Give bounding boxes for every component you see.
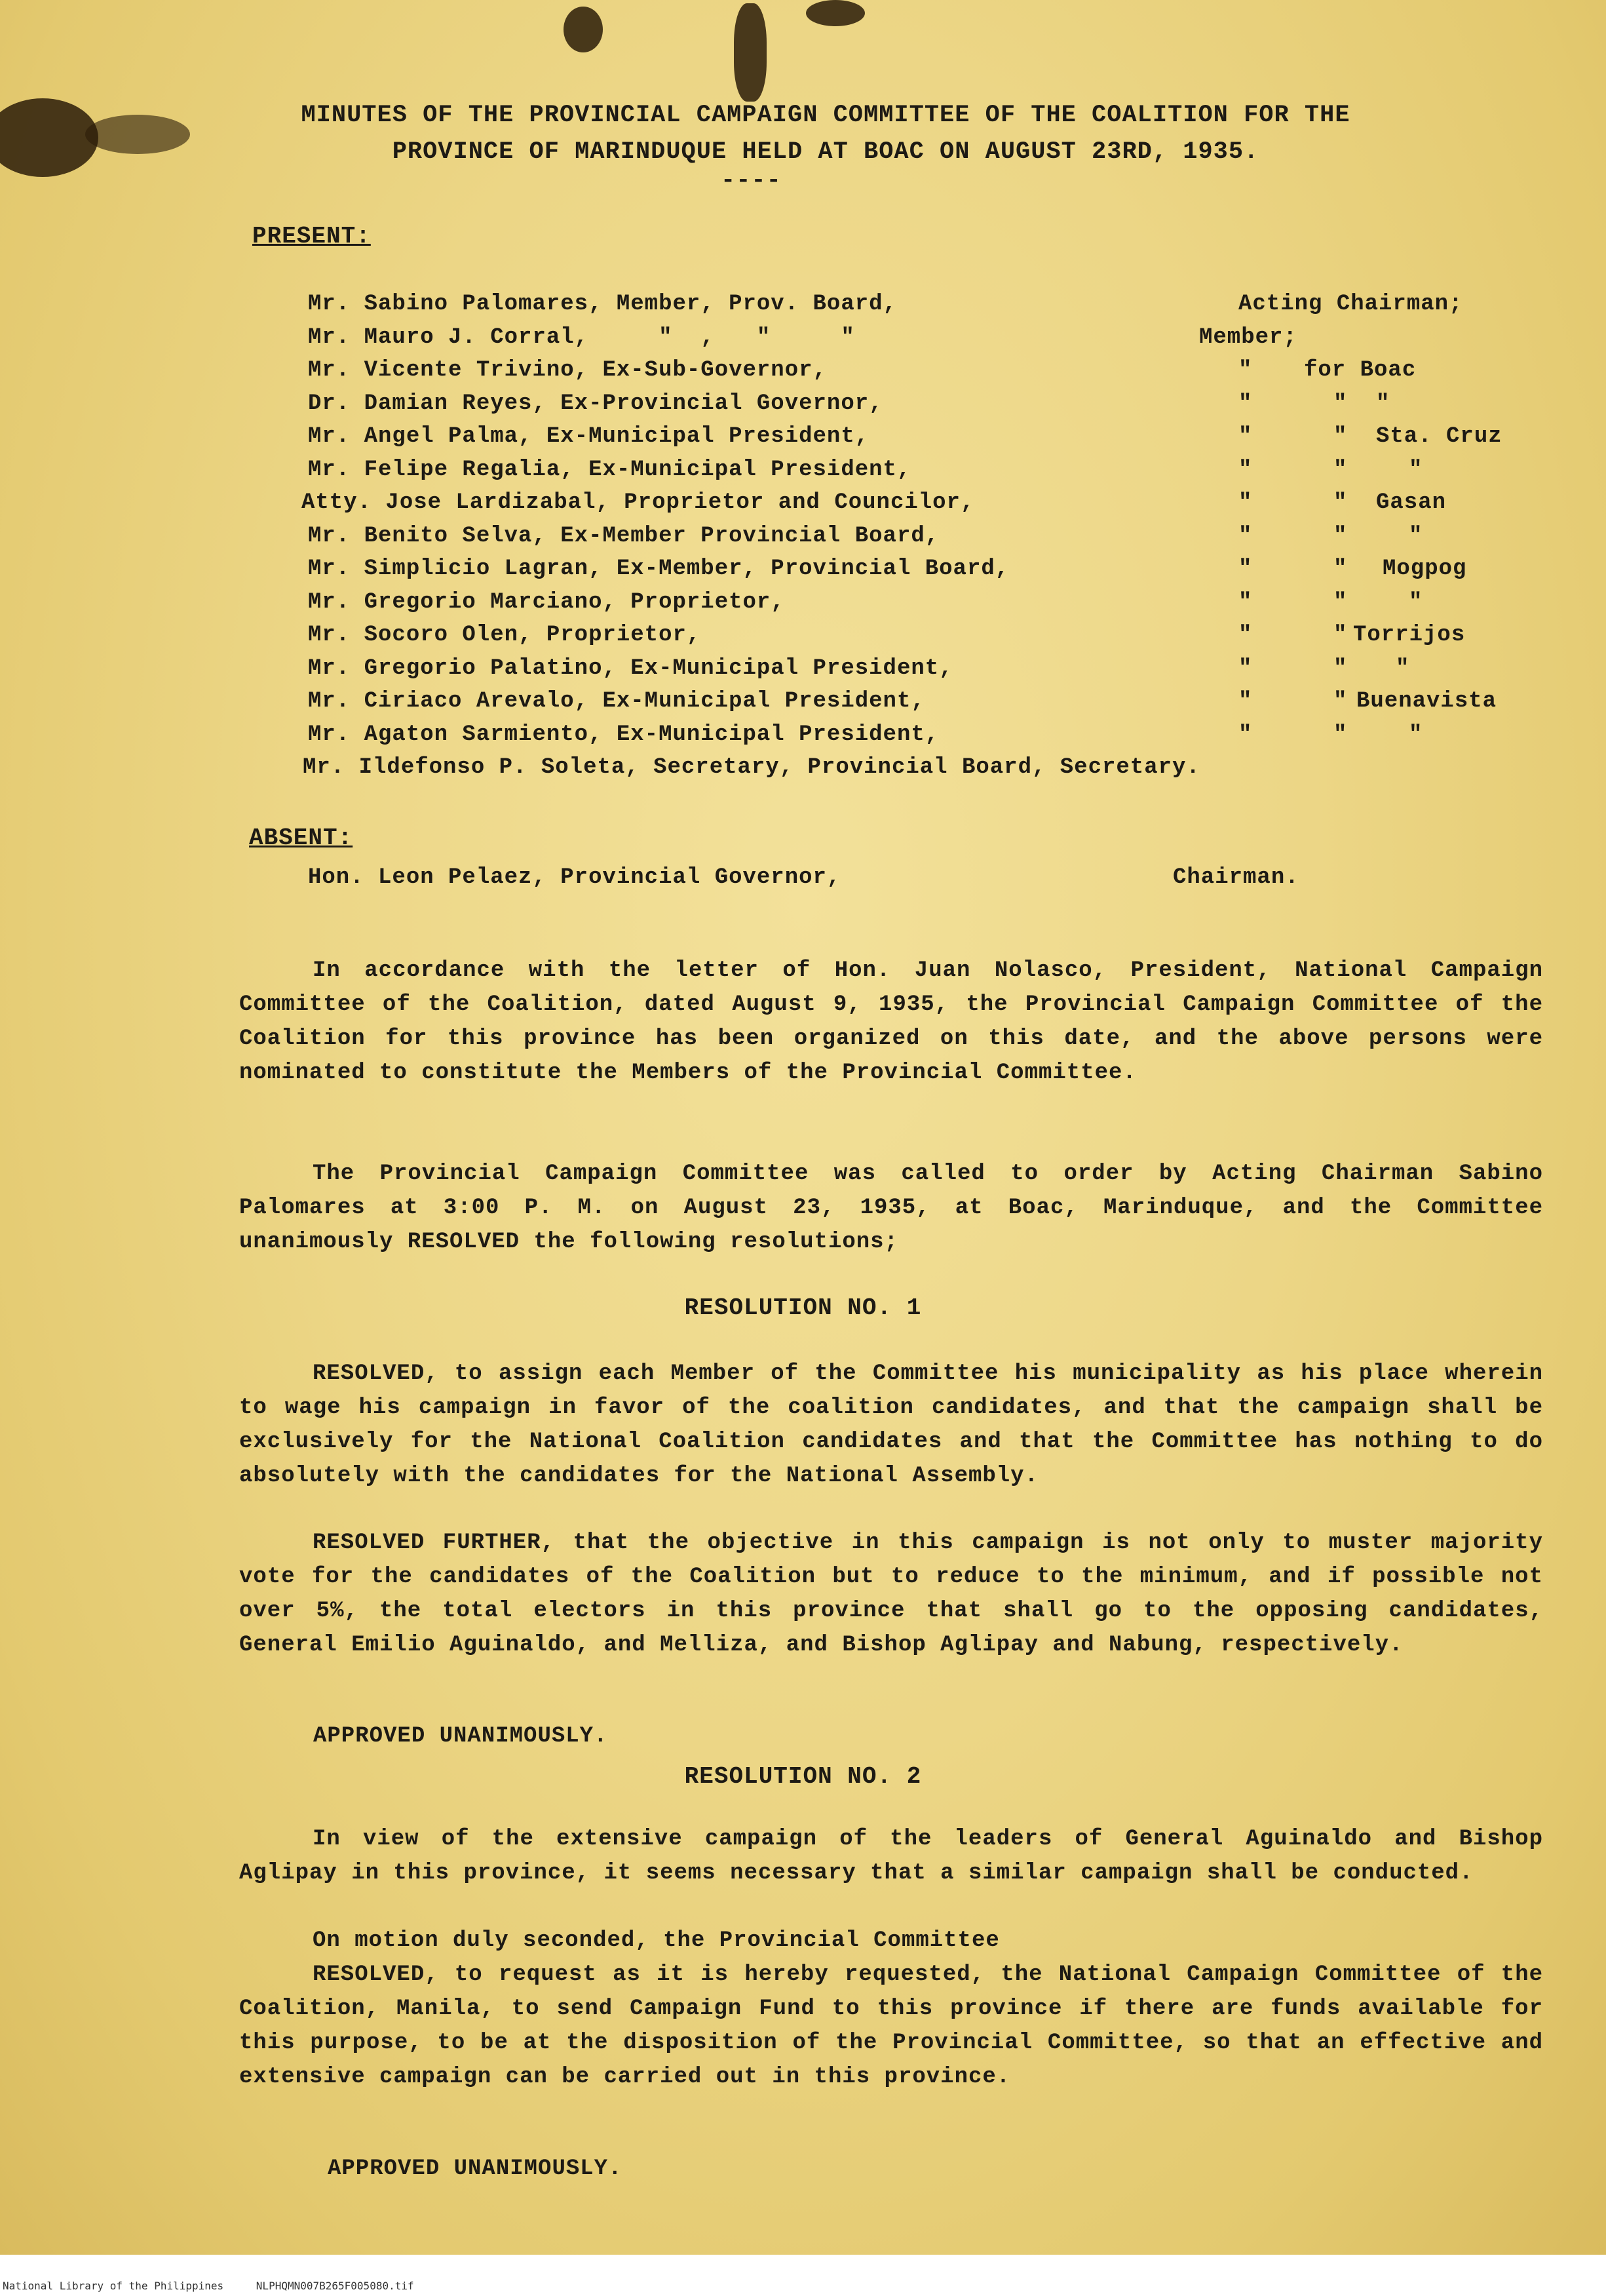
resolution-1-paragraph-2: RESOLVED FURTHER, that the objective in this campaign is not only to muster majority vote for the candidates of the Coalition but to reduce to the minimum, and if possible not over 5%, the total electors in this province that shall go to the opposing candidates, General Emilio Aguinaldo, and Melliza, and Bishop Aglipay and Nabung, respectively. [239, 1530, 1543, 1658]
member-row [308, 556, 1553, 590]
member-row [303, 755, 1553, 788]
ditto-mark: " [1238, 722, 1253, 747]
member-name: Mr. Ciriaco Arevalo, Ex-Municipal President, [308, 689, 925, 714]
ditto-mark: " [1238, 523, 1253, 549]
member-name: Dr. Damian Reyes, Ex-Provincial Governor, [308, 391, 883, 416]
ditto-mark: " [1238, 457, 1253, 482]
resolution-2-heading: RESOLUTION NO. 2 [684, 1763, 922, 1790]
page-title [216, 97, 1435, 170]
library-credit: National Library of the Philippines [3, 2280, 224, 2292]
member-role: Member; [1199, 324, 1297, 350]
member-municipality: " [1409, 722, 1423, 747]
ditto-mark: " [1238, 490, 1253, 515]
member-row [308, 689, 1553, 722]
absent-name: Hon. Leon Pelaez, Provincial Governor, [308, 865, 841, 890]
ditto-mark: " [1333, 457, 1348, 482]
title-line-1: MINUTES OF THE PROVINCIAL CAMPAIGN COMMITTEE OF THE COALITION FOR THE [301, 102, 1350, 129]
ditto-mark: " [1238, 358, 1253, 383]
present-members-list [301, 292, 1553, 788]
member-row [308, 590, 1553, 623]
paragraph-intro: In accordance with the letter of Hon. Juan Nolasco, President, National Campaign Committee of the Coalition, dated August 9, 1935, the Provincial Campaign Committee of the Coalition for this province has been organized on this date, and the above persons were nominated to constitute the Members of the Provincial Committee. [239, 958, 1543, 1085]
member-name: Mr. Felipe Regalia, Ex-Municipal President, [308, 457, 911, 482]
member-name: Mr. Socoro Olen, Proprietor, [308, 623, 701, 648]
member-name: Mr. Mauro J. Corral, " , " " [308, 324, 855, 350]
ditto-mark: " [1333, 391, 1348, 416]
ditto-mark: " [1333, 623, 1348, 648]
member-row [308, 424, 1553, 457]
file-id: NLPHQMN007B265F005080.tif [256, 2280, 414, 2292]
resolution-1-heading: RESOLUTION NO. 1 [684, 1294, 922, 1321]
approved-label: APPROVED UNANIMOUSLY. [328, 2156, 622, 2181]
member-municipality: Mogpog [1383, 556, 1467, 581]
absent-row [308, 865, 1553, 890]
absent-role: Chairman. [1173, 865, 1299, 890]
approved-label: APPROVED UNANIMOUSLY. [313, 1724, 608, 1749]
member-name: Mr. Angel Palma, Ex-Municipal President, [308, 424, 870, 449]
member-municipality: Gasan [1376, 490, 1447, 515]
title-divider: ---- [721, 167, 782, 195]
member-row [308, 656, 1553, 690]
ditto-mark: " [1238, 623, 1253, 648]
member-municipality: " [1409, 523, 1423, 549]
member-name: Mr. Gregorio Marciano, Proprietor, [308, 589, 785, 615]
member-row [308, 524, 1553, 557]
member-name: Mr. Agaton Sarmiento, Ex-Municipal President, [308, 722, 940, 747]
member-municipality: for Boac [1304, 358, 1417, 383]
ditto-mark: " [1333, 589, 1348, 615]
ditto-mark: " [1333, 424, 1348, 449]
ditto-mark: " [1333, 722, 1348, 747]
member-row [308, 457, 1553, 491]
member-municipality: Sta. Cruz [1376, 424, 1502, 449]
member-name: Mr. Vicente Trivino, Ex-Sub-Governor, [308, 358, 827, 383]
ditto-mark: " [1333, 523, 1348, 549]
member-name: Mr. Gregorio Palatino, Ex-Municipal President, [308, 655, 953, 681]
resolution-1-paragraph-1: RESOLVED, to assign each Member of the Committee his municipality as his place wherein to wage his campaign in favor of the coalition candidates, and that the campaign shall be exclusively for the National Coalition candidates and that the Committee has nothing to do absolutely with the candidates for the National Assembly. [239, 1361, 1543, 1489]
ditto-mark: " [1333, 556, 1348, 581]
member-municipality: " [1376, 391, 1390, 416]
member-row [308, 391, 1553, 425]
member-name: Mr. Sabino Palomares, Member, Prov. Board, [308, 292, 897, 317]
ditto-mark: " [1238, 556, 1253, 581]
member-municipality: " [1409, 457, 1423, 482]
present-heading: PRESENT: [252, 223, 371, 250]
member-name: Mr. Ildefonso P. Soleta, Secretary, Provincial Board, Secretary. [303, 755, 1200, 780]
absent-heading: ABSENT: [249, 825, 353, 851]
member-municipality: " [1396, 655, 1410, 681]
member-municipality: Torrijos [1353, 623, 1466, 648]
title-line-2: PROVINCE OF MARINDUQUE HELD AT BOAC ON AUGUST 23RD, 1935. [392, 138, 1259, 166]
ditto-mark: " [1333, 655, 1348, 681]
ditto-mark: " [1238, 655, 1253, 681]
member-name: Mr. Benito Selva, Ex-Member Provincial Board, [308, 523, 940, 549]
member-row [308, 292, 1553, 325]
member-row [308, 358, 1553, 391]
ditto-mark: " [1333, 689, 1348, 714]
ditto-mark: " [1238, 391, 1253, 416]
member-municipality: " [1409, 589, 1423, 615]
member-row [308, 325, 1553, 359]
ditto-mark: " [1238, 689, 1253, 714]
member-row [308, 722, 1553, 756]
ditto-mark: " [1238, 589, 1253, 615]
member-row [308, 623, 1553, 656]
member-name: Mr. Simplicio Lagran, Ex-Member, Provincial Board, [308, 556, 1010, 581]
scan-footer-text [3, 2280, 440, 2292]
member-municipality: Buenavista [1356, 689, 1497, 714]
member-role: Acting Chairman; [1238, 292, 1463, 317]
paragraph-call-to-order: The Provincial Campaign Committee was called to order by Acting Chairman Sabino Palomares at 3:00 P. M. on August 23, 1935, at Boac, Marinduque, and the Committee unanimously RESOLVED the following resolutions; [239, 1161, 1543, 1255]
member-name: Atty. Jose Lardizabal, Proprietor and Councilor, [301, 490, 975, 515]
member-row [301, 490, 1553, 524]
resolution-2-paragraph-3: RESOLVED, to request as it is hereby requested, the National Campaign Committee of the Coalition, Manila, to send Campaign Fund to this province if there are funds available for this purpose, to be at the disposition of the Provincial Committee, so that an effective and extensive campaign can be carried out in this province. [239, 1962, 1543, 2090]
resolution-2-paragraph-1: In view of the extensive campaign of the leaders of General Aguinaldo and Bishop Aglipay in this province, it seems necessary that a similar campaign shall be conducted. [239, 1827, 1543, 1886]
resolution-2-paragraph-2: On motion duly seconded, the Provincial Committee [313, 1928, 1000, 1953]
ditto-mark: " [1238, 424, 1253, 449]
ditto-mark: " [1333, 490, 1348, 515]
